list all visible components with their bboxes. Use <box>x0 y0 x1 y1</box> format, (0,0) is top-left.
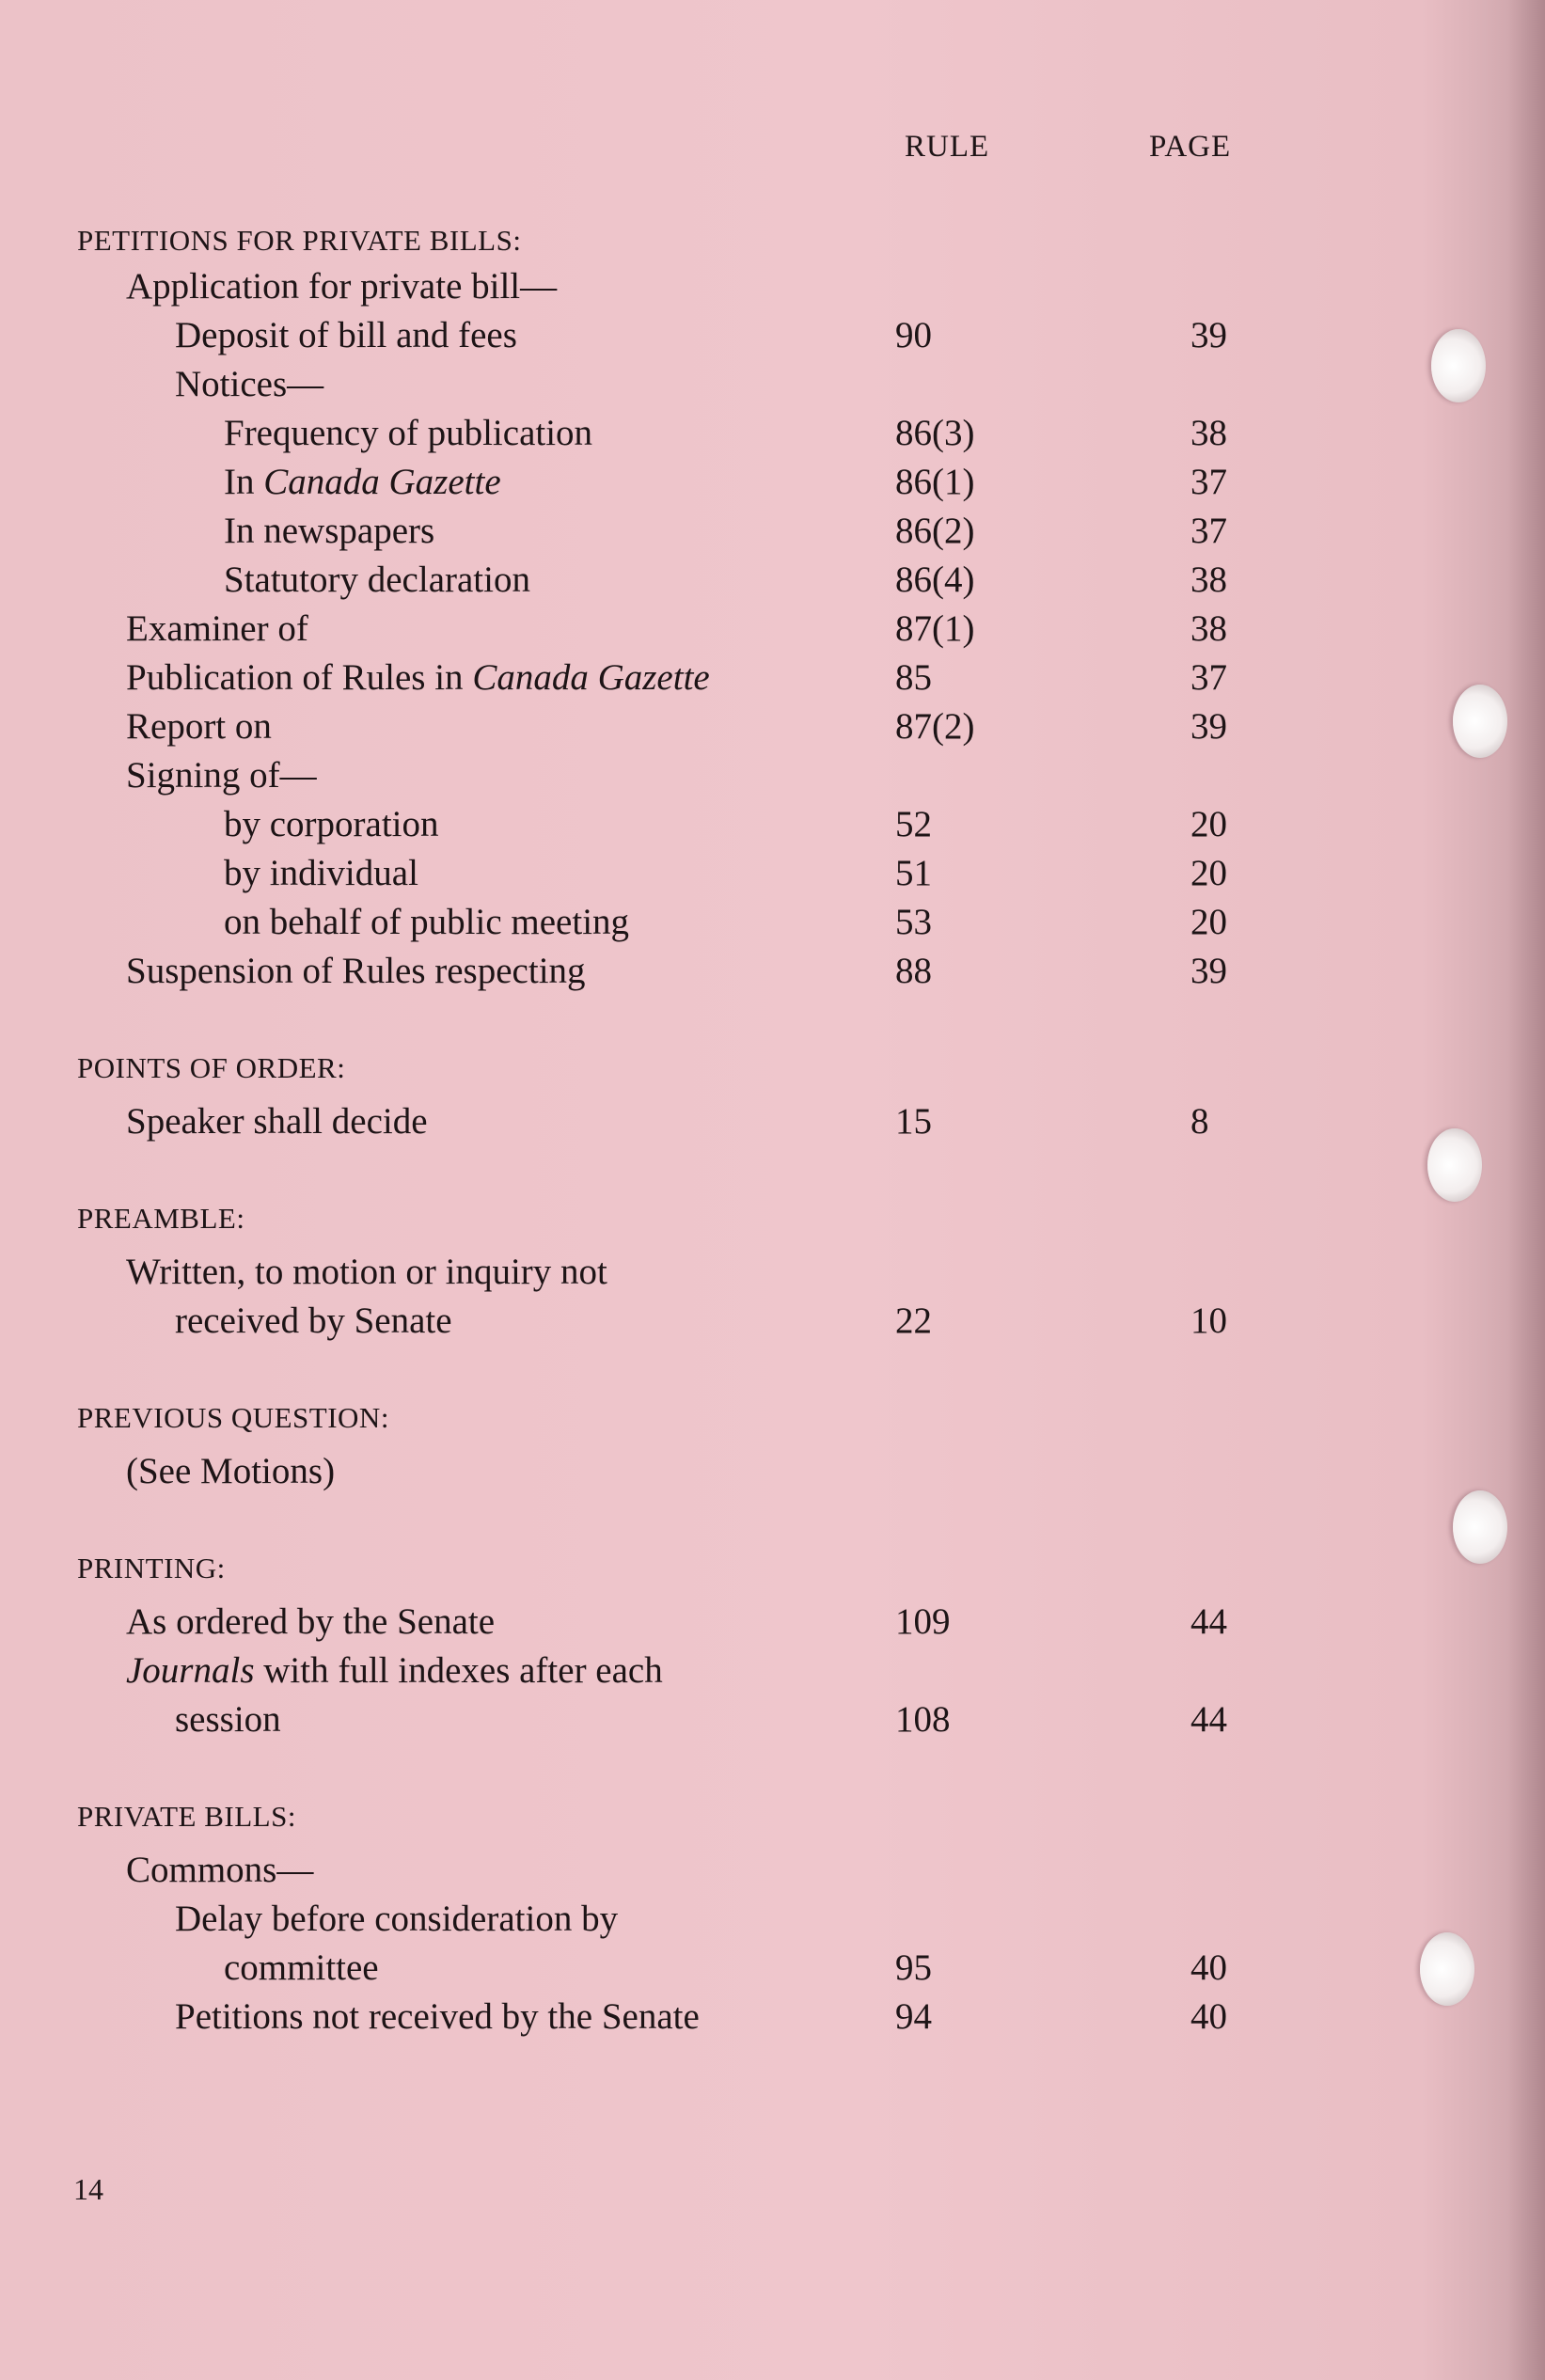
index-entry <box>0 265 1545 314</box>
rule-number: 22 <box>895 1300 932 1341</box>
entry-label <box>126 1649 663 1692</box>
entry-label <box>224 1947 379 1989</box>
page-reference: 44 <box>1190 1699 1227 1740</box>
entry-label <box>126 1849 313 1891</box>
entry-text: PETITIONS FOR PRIVATE BILLS: <box>77 224 522 257</box>
entry-text: (See Motions) <box>126 1451 336 1491</box>
index-entry <box>0 656 1545 705</box>
entry-italic-text: Journals <box>126 1650 255 1691</box>
rule-number: 94 <box>895 1996 932 2037</box>
index-entry <box>0 314 1545 363</box>
rule-number: 109 <box>895 1601 951 1642</box>
rule-number: 86(1) <box>895 462 975 502</box>
page-reference: 38 <box>1190 560 1227 600</box>
page-reference: 20 <box>1190 902 1227 942</box>
page-reference: 44 <box>1190 1601 1227 1642</box>
entry-label <box>224 412 592 454</box>
entry-text: with full indexes after each <box>254 1650 663 1691</box>
page-reference: 10 <box>1190 1300 1227 1341</box>
entry-label <box>175 1698 281 1741</box>
entry-label <box>126 754 317 796</box>
rule-number: 95 <box>895 1947 932 1988</box>
entry-label <box>175 363 323 405</box>
entry-text: POINTS OF ORDER: <box>77 1051 346 1084</box>
entry-label <box>175 1995 700 2038</box>
entry-label <box>224 461 501 503</box>
entry-text: Signing of— <box>126 755 317 796</box>
section-heading <box>0 1051 1545 1100</box>
entry-text: PREAMBLE: <box>77 1202 245 1235</box>
binder-hole <box>1431 329 1486 402</box>
entry-label <box>126 656 710 699</box>
entry-text: PRINTING: <box>77 1552 226 1584</box>
index-entry <box>0 1898 1545 1947</box>
page-reference: 38 <box>1190 413 1227 453</box>
index-entry <box>0 1849 1545 1898</box>
rule-number: 86(4) <box>895 560 975 600</box>
index-entry <box>0 754 1545 803</box>
rule-number: 86(2) <box>895 511 975 551</box>
index-entry <box>0 852 1545 901</box>
page-reference: 37 <box>1190 511 1227 551</box>
entry-text: by individual <box>224 853 418 893</box>
entry-text: Statutory declaration <box>224 560 530 600</box>
entry-label <box>77 1401 389 1435</box>
section-heading <box>0 1401 1545 1450</box>
entry-label <box>77 1202 244 1236</box>
entry-text: Written, to motion or inquiry not <box>126 1252 607 1292</box>
binder-hole <box>1453 685 1507 758</box>
index-entry <box>0 901 1545 950</box>
page-reference: 39 <box>1190 706 1227 747</box>
entry-text: Petitions not received by the Senate <box>175 1996 700 2037</box>
page-column-header: PAGE <box>1149 130 1232 164</box>
rule-number: 85 <box>895 657 932 698</box>
entry-label <box>126 1100 428 1143</box>
page-reference: 38 <box>1190 608 1227 649</box>
entry-label <box>224 901 629 943</box>
entry-text: PRIVATE BILLS: <box>77 1800 296 1833</box>
entry-label <box>77 1051 345 1085</box>
entry-text: Notices— <box>175 364 324 404</box>
index-entry <box>0 950 1545 999</box>
index-entry <box>0 363 1545 412</box>
binder-hole <box>1420 1932 1474 2006</box>
index-entry <box>0 412 1545 461</box>
rule-number: 108 <box>895 1699 951 1740</box>
rule-column-header: RULE <box>905 130 990 164</box>
entry-label <box>224 510 434 552</box>
entry-label <box>224 852 418 894</box>
entry-text: Publication of Rules in <box>126 657 473 698</box>
page-reference: 39 <box>1190 315 1227 355</box>
index-entry <box>0 705 1545 754</box>
page-reference: 20 <box>1190 804 1227 844</box>
binder-hole <box>1453 1490 1507 1564</box>
index-entry <box>0 461 1545 510</box>
entry-label <box>126 265 557 307</box>
entry-text: Suspension of Rules respecting <box>126 951 586 991</box>
page-reference: 39 <box>1190 951 1227 991</box>
entry-label <box>126 607 308 650</box>
entry-text: by corporation <box>224 804 439 844</box>
entry-label <box>126 1600 495 1643</box>
rule-number: 15 <box>895 1101 932 1142</box>
entry-label <box>126 1251 607 1293</box>
entry-text: committee <box>224 1947 379 1988</box>
rule-number: 52 <box>895 804 932 844</box>
index-entry <box>0 1698 1545 1747</box>
entry-label <box>175 1300 452 1342</box>
index-entry <box>0 1450 1545 1499</box>
entry-label <box>77 224 521 258</box>
index-entry <box>0 607 1545 656</box>
entry-label <box>77 1552 226 1585</box>
entry-label <box>126 950 586 992</box>
entry-text: Delay before consideration by <box>175 1899 619 1939</box>
index-entry <box>0 1649 1545 1698</box>
page-reference: 8 <box>1190 1101 1209 1142</box>
page-number: 14 <box>73 2172 103 2206</box>
entry-text: session <box>175 1699 281 1740</box>
page-edge-shadow <box>1507 0 1545 2380</box>
rule-number: 88 <box>895 951 932 991</box>
entry-label <box>126 705 272 748</box>
rule-number: 87(1) <box>895 608 975 649</box>
entry-italic-text: Canada Gazette <box>263 462 501 502</box>
entry-label <box>224 559 530 601</box>
entry-text: Application for private bill— <box>126 266 558 307</box>
page-reference: 40 <box>1190 1947 1227 1988</box>
rule-number: 53 <box>895 902 932 942</box>
entry-label <box>224 803 439 845</box>
rule-number: 51 <box>895 853 932 893</box>
entry-label <box>126 1450 335 1492</box>
entry-text: on behalf of public meeting <box>224 902 630 942</box>
entry-text: Commons— <box>126 1850 314 1890</box>
entry-text: Deposit of bill and fees <box>175 315 517 355</box>
page-reference: 40 <box>1190 1996 1227 2037</box>
entry-italic-text: Canada Gazette <box>472 657 710 698</box>
entry-text: As ordered by the Senate <box>126 1601 496 1642</box>
section-heading <box>0 1552 1545 1600</box>
entry-label <box>175 314 517 356</box>
rule-number: 87(2) <box>895 706 975 747</box>
index-entry <box>0 1947 1545 1995</box>
index-entry <box>0 1251 1545 1300</box>
binder-hole <box>1427 1128 1482 1202</box>
entry-label <box>77 1800 296 1834</box>
page-reference: 37 <box>1190 462 1227 502</box>
index-entry <box>0 1995 1545 2044</box>
entry-text: In newspapers <box>224 511 435 551</box>
section-heading <box>0 1202 1545 1251</box>
index-entry <box>0 510 1545 559</box>
index-entry <box>0 1100 1545 1149</box>
entry-text: Report on <box>126 706 272 747</box>
entry-text: Speaker shall decide <box>126 1101 428 1142</box>
rule-number: 90 <box>895 315 932 355</box>
entry-text: In <box>224 462 264 502</box>
index-entry <box>0 1600 1545 1649</box>
section-heading <box>0 1800 1545 1849</box>
rule-number: 86(3) <box>895 413 975 453</box>
entry-text: Examiner of <box>126 608 308 649</box>
entry-text: received by Senate <box>175 1300 452 1341</box>
entry-text: PREVIOUS QUESTION: <box>77 1401 389 1434</box>
index-entry <box>0 803 1545 852</box>
index-entry <box>0 1300 1545 1348</box>
page-reference: 37 <box>1190 657 1227 698</box>
index-entry <box>0 559 1545 607</box>
entry-text: Frequency of publication <box>224 413 593 453</box>
entry-label <box>175 1898 618 1940</box>
page-reference: 20 <box>1190 853 1227 893</box>
